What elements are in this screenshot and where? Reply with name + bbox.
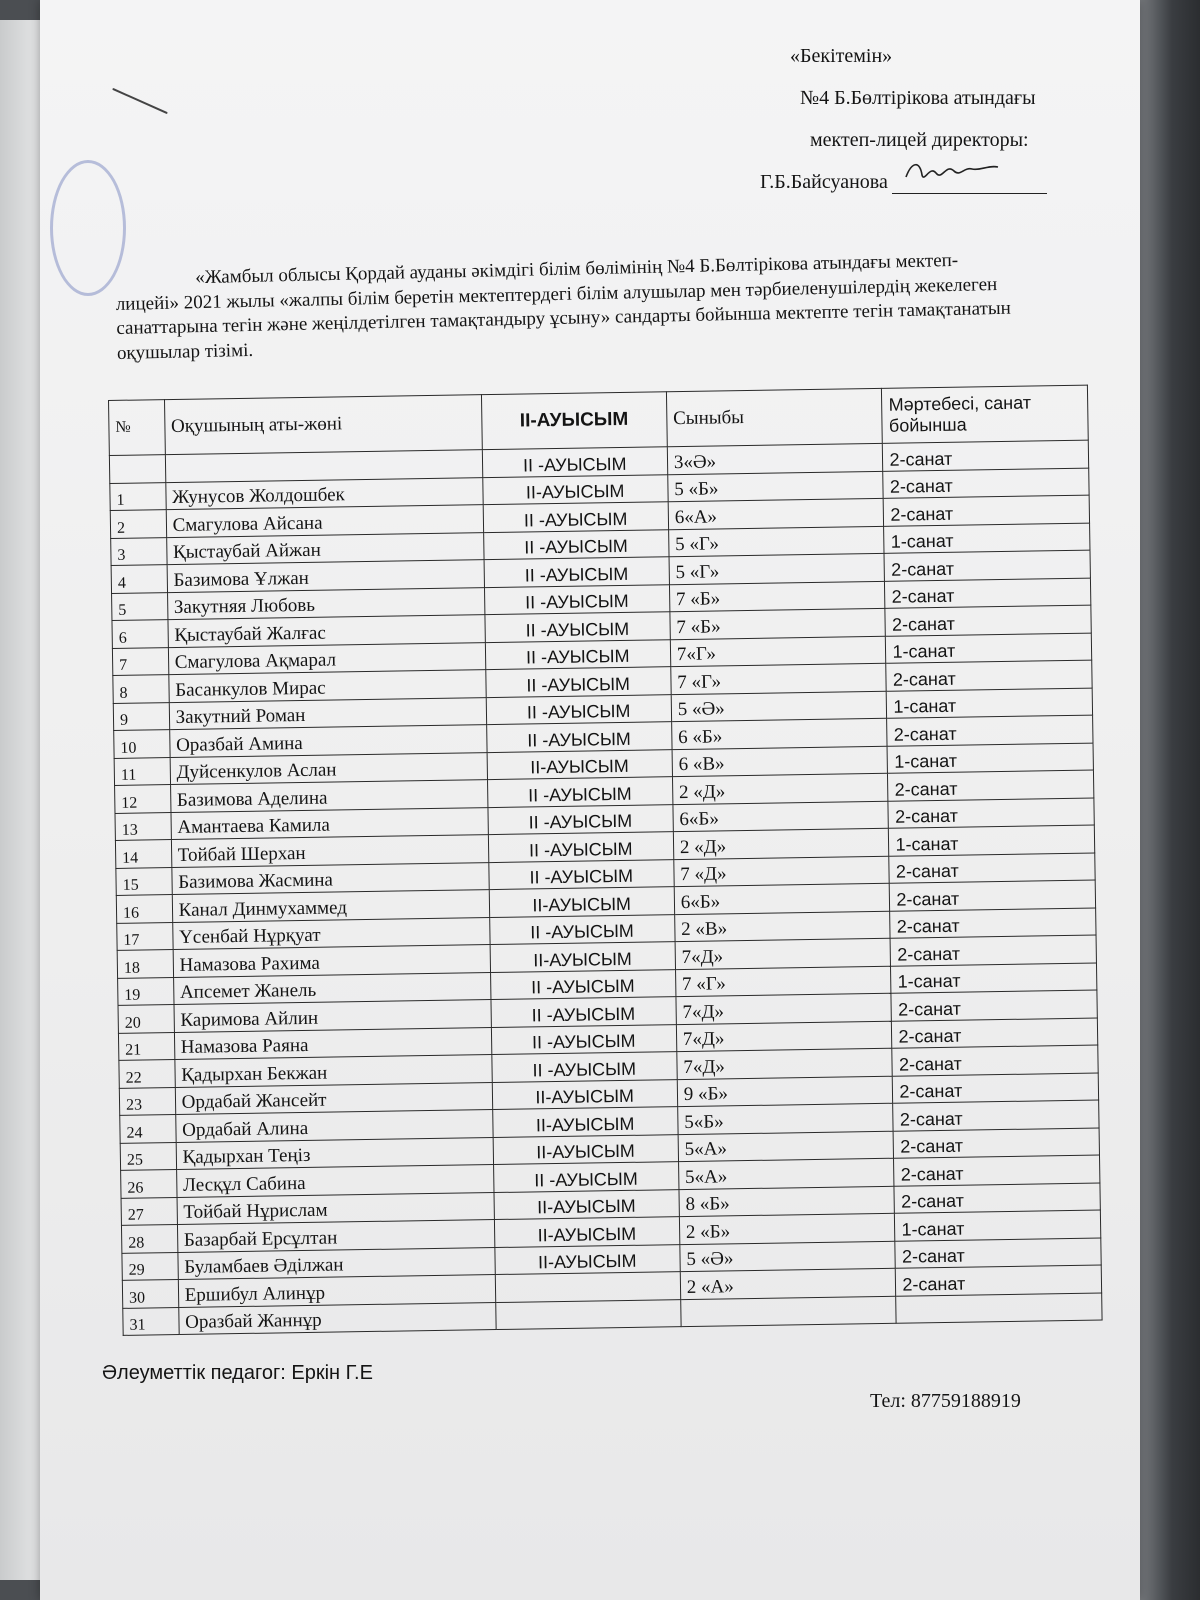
table-cell: 2-санат: [892, 1018, 1098, 1049]
table-cell: II -АУЫСЫМ: [486, 694, 672, 724]
header-num: №: [109, 400, 166, 456]
table-cell: II-АУЫСЫМ: [493, 1134, 679, 1164]
table-cell: 2-санат: [892, 1045, 1098, 1076]
table-cell: 15: [116, 867, 172, 895]
table-cell: 17: [117, 922, 173, 950]
table-cell: 19: [118, 977, 174, 1005]
table-cell: 21: [118, 1032, 174, 1060]
approval-block: [740, 44, 1100, 212]
table-cell: II-АУЫСЫМ: [492, 1079, 678, 1109]
table-cell: Закутняя Любовь: [167, 587, 484, 619]
table-cell: 6«А»: [668, 498, 884, 529]
table-cell: 3«Ә»: [667, 443, 883, 474]
table-cell: 1-санат: [884, 523, 1090, 554]
table-cell: 5 «Б»: [668, 471, 884, 502]
table-cell: 2-санат: [893, 1073, 1099, 1104]
table-cell: 31: [123, 1307, 179, 1335]
table-cell: II -АУЫСЫМ: [487, 777, 673, 807]
table-cell: Жунусов Жолдошбек: [165, 477, 482, 509]
approval-title: «Бекітемін»: [790, 45, 893, 67]
table-cell: 12: [115, 785, 171, 813]
table-cell: 14: [115, 840, 171, 868]
table-cell: Оразбай Амина: [169, 725, 486, 757]
table-cell: Қадырхан Бекжан: [175, 1055, 492, 1087]
table-cell: 2-санат: [894, 1155, 1100, 1186]
table-cell: 3: [111, 537, 167, 565]
table-cell: 6: [112, 620, 168, 648]
table-cell: 2 «Д»: [672, 773, 888, 804]
document-title: [115, 248, 1017, 367]
table-cell: 5«А»: [678, 1131, 894, 1162]
table-cell: 9 «Б»: [677, 1076, 893, 1107]
table-body: [109, 440, 1102, 1335]
table-cell: II -АУЫСЫМ: [485, 667, 671, 697]
table-cell: 2-санат: [883, 440, 1089, 471]
table-cell: Буламбаев Әділжан: [178, 1247, 495, 1279]
table-cell: II-АУЫСЫМ: [487, 749, 673, 779]
table-cell: 8: [113, 675, 169, 703]
table-cell: 2-санат: [888, 770, 1094, 801]
table-cell: Қыстаубай Айжан: [166, 532, 483, 564]
table-cell: 1-санат: [887, 688, 1093, 719]
table-cell: II -АУЫСЫМ: [490, 969, 676, 999]
table-cell: 18: [117, 950, 173, 978]
table-cell: 7: [112, 647, 168, 675]
table-cell: II-АУЫСЫМ: [494, 1189, 680, 1219]
table-cell: 6 «Б»: [671, 718, 887, 749]
table-cell: Закутний Роман: [169, 697, 486, 729]
table-cell: Үсенбай Нұрқуат: [172, 917, 489, 949]
table-cell: 2-санат: [883, 468, 1089, 499]
table-cell: II -АУЫСЫМ: [491, 1052, 677, 1082]
table-cell: 11: [114, 757, 170, 785]
table-cell: II -АУЫСЫМ: [488, 832, 674, 862]
table-cell: 1-санат: [886, 633, 1092, 664]
table-cell: 1-санат: [895, 1210, 1101, 1241]
table-cell: Базимова Ұлжан: [167, 560, 484, 592]
table-cell: 2-санат: [893, 1100, 1099, 1131]
table-cell: 7 «Б»: [670, 608, 886, 639]
table-cell: Ордабай Жансейт: [175, 1082, 492, 1114]
table-cell: 6 «В»: [672, 746, 888, 777]
table-cell: 22: [119, 1060, 175, 1088]
table-cell: Намазова Рахима: [173, 945, 490, 977]
table-cell: 5«Б»: [677, 1103, 893, 1134]
table-cell: [109, 455, 165, 483]
table-cell: 23: [119, 1087, 175, 1115]
table-cell: 10: [114, 730, 170, 758]
table-cell: 20: [118, 1005, 174, 1033]
table-cell: Ордабай Алина: [175, 1110, 492, 1142]
table-cell: 7«Д»: [676, 993, 892, 1024]
table-cell: 2 «В»: [674, 911, 890, 942]
table-cell: Базимова Аделина: [170, 780, 487, 812]
student-table: [108, 385, 1103, 1336]
table-cell: 30: [122, 1280, 178, 1308]
table-cell: II -АУЫСЫМ: [489, 914, 675, 944]
table-cell: 24: [120, 1115, 176, 1143]
table-cell: II -АУЫСЫМ: [488, 859, 674, 889]
table-cell: Апсемет Жанель: [173, 972, 490, 1004]
table-cell: 2-санат: [896, 1265, 1102, 1296]
table-cell: 2-санат: [891, 935, 1097, 966]
table-cell: Дуйсенкулов Аслан: [170, 752, 487, 784]
table-cell: II -АУЫСЫМ: [491, 997, 677, 1027]
table-cell: Лесқұл Сабина: [176, 1165, 493, 1197]
header-name: Оқушының аты-жөні: [164, 395, 482, 455]
header-class: Сыныбы: [666, 388, 882, 446]
table-cell: Каримова Айлин: [174, 1000, 491, 1032]
table-cell: 2: [110, 510, 166, 538]
table-cell: [495, 1299, 681, 1329]
table-cell: 9: [113, 702, 169, 730]
table-cell: 2-санат: [894, 1183, 1100, 1214]
approval-signature-row: [740, 170, 1100, 194]
table-cell: II-АУЫСЫМ: [494, 1217, 680, 1247]
table-cell: 6«Б»: [673, 801, 889, 832]
table-cell: II -АУЫСЫМ: [491, 1024, 677, 1054]
table-cell: II -АУЫСЫМ: [484, 557, 670, 587]
table-cell: II -АУЫСЫМ: [484, 612, 670, 642]
table-cell: 2-санат: [884, 495, 1090, 526]
table-cell: Смагулова Ақмарал: [168, 642, 485, 674]
table-cell: 5 «Ә»: [671, 691, 887, 722]
table-cell: 5 «Г»: [669, 553, 885, 584]
table-cell: 7 «Д»: [674, 856, 890, 887]
director-name: Г.Б.Байсуанова: [760, 171, 888, 193]
table-cell: 2-санат: [888, 798, 1094, 829]
table-cell: 26: [121, 1170, 177, 1198]
table-cell: Тойбай Нұрислам: [177, 1192, 494, 1224]
table-cell: 2 «Б»: [679, 1213, 895, 1244]
table-cell: 7 «Г»: [671, 663, 887, 694]
table-cell: II-АУЫСЫМ: [494, 1244, 680, 1274]
table-cell: 1: [110, 482, 166, 510]
footer-pedagogue: Әлеуметтік педагог: Еркін Г.Е: [102, 1362, 373, 1384]
table-cell: Базарбай Ерсұлтан: [177, 1220, 494, 1252]
table-cell: II -АУЫСЫМ: [487, 804, 673, 834]
table-cell: II-АУЫСЫМ: [490, 942, 676, 972]
table-cell: II -АУЫСЫМ: [482, 447, 668, 477]
table-cell: 7«Д»: [675, 938, 891, 969]
table-cell: 2-санат: [894, 1128, 1100, 1159]
table-cell: 2-санат: [886, 660, 1092, 691]
table-cell: 28: [121, 1225, 177, 1253]
table-cell: 2 «А»: [680, 1268, 896, 1299]
table-cell: 2-санат: [885, 605, 1091, 636]
table-cell: Смагулова Айсана: [166, 505, 483, 537]
table-cell: 6«Б»: [674, 883, 890, 914]
table-cell: Басанкулов Мирас: [168, 670, 485, 702]
table-cell: 2-санат: [885, 578, 1091, 609]
table-cell: 1-санат: [889, 825, 1095, 856]
header-shift: II-АУЫСЫМ: [481, 392, 667, 450]
table-cell: 5 «Г»: [668, 526, 884, 557]
table-cell: Амантаева Камила: [171, 807, 488, 839]
signature-icon: [902, 157, 1002, 185]
table-cell: Ершибул Алинұр: [178, 1275, 495, 1307]
table-cell: II -АУЫСЫМ: [485, 639, 671, 669]
table-cell: 29: [122, 1252, 178, 1280]
table-cell: II-АУЫСЫМ: [489, 887, 675, 917]
table-cell: 2-санат: [895, 1238, 1101, 1269]
table-cell: Қыстаубай Жалғас: [168, 615, 485, 647]
table-cell: II-АУЫСЫМ: [482, 474, 668, 504]
table-cell: [495, 1272, 681, 1302]
table-cell: Канал Динмухаммед: [172, 890, 489, 922]
table-cell: 2-санат: [887, 715, 1093, 746]
table-cell: 2-санат: [889, 853, 1095, 884]
table-cell: II -АУЫСЫМ: [483, 502, 669, 532]
table-cell: II -АУЫСЫМ: [493, 1162, 679, 1192]
table-cell: 13: [115, 812, 171, 840]
table-cell: 4: [111, 565, 167, 593]
table-cell: 7«Д»: [676, 1021, 892, 1052]
table-cell: 1-санат: [887, 743, 1093, 774]
table-cell: II -АУЫСЫМ: [484, 584, 670, 614]
approval-school: №4 Б.Бөлтірікова атындағы: [800, 87, 1036, 109]
table-cell: Оразбай Жаннұр: [178, 1302, 495, 1334]
document-title-text: «Жамбыл облысы Қордай ауданы әкімдігі білім бөлімінің №4 Б.Бөлтірікова атындағы мектеп-лицейі» 2021 жылы «жалпы білім беретін мектептердегі білім алушылар мен тәрбиеленушілердің жекелеген санаттарына тегін және жеңілдетілген тамақтандыру ұсыну» сандарты бойынша мектепте тегін тамақтанатын оқушылар тізімі.: [115, 249, 1012, 365]
table-cell: II-АУЫСЫМ: [492, 1107, 678, 1137]
document-page: [40, 0, 1140, 1600]
table-cell: II -АУЫСЫМ: [486, 722, 672, 752]
table-cell: 5 «Ә»: [680, 1241, 896, 1272]
table-cell: II -АУЫСЫМ: [483, 529, 669, 559]
background-desk: [1130, 0, 1200, 1600]
table-cell: 5: [112, 592, 168, 620]
table-cell: [681, 1296, 897, 1327]
table-cell: Намазова Раяна: [174, 1027, 491, 1059]
table-cell: 2-санат: [890, 880, 1096, 911]
table-cell: 7«Г»: [670, 636, 886, 667]
table-cell: 2 «Д»: [673, 828, 889, 859]
header-status: Мәртебесі, санат бойынша: [882, 385, 1088, 443]
table-cell: 2-санат: [884, 550, 1090, 581]
table-cell: 16: [116, 895, 172, 923]
signature-line: [892, 171, 1047, 194]
footer-phone: Тел: 87759188919: [870, 1390, 1021, 1412]
table-cell: 7 «Г»: [675, 966, 891, 997]
table-cell: Тойбай Шерхан: [171, 835, 488, 867]
table-cell: 27: [121, 1197, 177, 1225]
pen-mark: [112, 88, 168, 114]
table-cell: 1-санат: [891, 963, 1097, 994]
table-cell: Қадырхан Теңіз: [176, 1137, 493, 1169]
table-cell: 5«А»: [678, 1158, 894, 1189]
table-cell: [896, 1293, 1102, 1324]
table-cell: 25: [120, 1142, 176, 1170]
approval-role: мектеп-лицей директоры:: [810, 129, 1029, 151]
table-cell: 7«Д»: [677, 1048, 893, 1079]
table-cell: 8 «Б»: [679, 1186, 895, 1217]
table-cell: 7 «Б»: [669, 581, 885, 612]
table-cell: 2-санат: [890, 908, 1096, 939]
table-cell: Базимова Жасмина: [172, 862, 489, 894]
table-cell: 2-санат: [891, 990, 1097, 1021]
